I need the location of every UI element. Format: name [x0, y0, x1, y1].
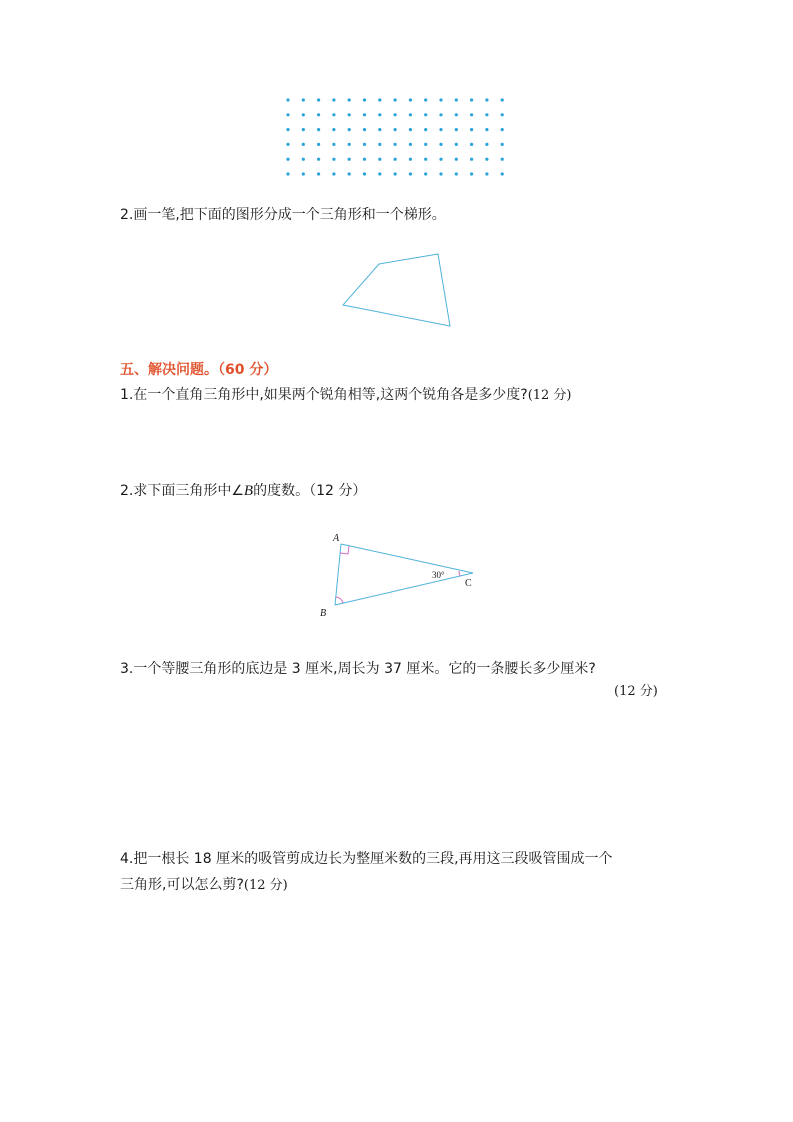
grid-dot	[394, 143, 397, 146]
grid-dot	[439, 128, 442, 131]
problem-3-points: (12 分)	[614, 684, 658, 699]
grid-dot	[378, 98, 381, 101]
label-c: C	[465, 578, 472, 589]
problem-2-text-after: 的度数。（12 分）	[253, 483, 367, 499]
grid-dot	[501, 143, 504, 146]
grid-dot	[363, 158, 366, 161]
problem-4-line-2-text: 三角形,可以怎么剪?	[120, 877, 244, 893]
grid-dot	[394, 158, 397, 161]
label-a: A	[333, 533, 340, 544]
grid-dot	[378, 158, 381, 161]
grid-dot	[363, 128, 366, 131]
grid-dot	[286, 172, 289, 175]
grid-dot	[439, 158, 442, 161]
grid-dot	[485, 113, 488, 116]
grid-dot	[470, 143, 473, 146]
grid-dot	[439, 113, 442, 116]
grid-dot	[485, 143, 488, 146]
grid-dot	[286, 128, 289, 131]
grid-dot	[286, 113, 289, 116]
draw-question-text: 2.画一笔,把下面的图形分成一个三角形和一个梯形。	[120, 207, 446, 223]
problem-1	[120, 385, 572, 406]
grid-dot	[424, 158, 427, 161]
problem-4-points: (12 分)	[243, 878, 288, 893]
grid-dot	[363, 113, 366, 116]
grid-dot	[302, 113, 305, 116]
side-bc	[335, 573, 473, 605]
grid-dot	[286, 158, 289, 161]
grid-dot	[439, 172, 442, 175]
grid-dot	[363, 143, 366, 146]
grid-dot	[332, 113, 335, 116]
problem-3-text: 3.一个等腰三角形的底边是 3 厘米,周长为 37 厘米。它的一条腰长多少厘米?	[120, 661, 596, 677]
grid-dot	[409, 113, 412, 116]
quadrilateral-figure	[335, 245, 465, 335]
grid-dot	[332, 98, 335, 101]
problem-2-text-before: 2.求下面三角形中∠	[120, 483, 244, 499]
problem-1-points: (12 分)	[527, 388, 572, 403]
grid-dot	[394, 128, 397, 131]
problem-4-line-1: 4.把一根长 18 厘米的吸管剪成边长为整厘米数的三段,再用这三段吸管围成一个	[120, 851, 613, 867]
grid-dot	[332, 128, 335, 131]
grid-dot	[348, 143, 351, 146]
grid-dot	[363, 172, 366, 175]
grid-dot	[317, 158, 320, 161]
grid-dot	[409, 158, 412, 161]
grid-dot	[332, 143, 335, 146]
grid-dot	[348, 98, 351, 101]
grid-dot	[470, 128, 473, 131]
grid-dot	[439, 143, 442, 146]
grid-dot	[455, 98, 458, 101]
grid-dot	[317, 143, 320, 146]
angle-c-arc	[459, 571, 460, 576]
grid-dot	[332, 158, 335, 161]
grid-dot	[394, 113, 397, 116]
grid-dot	[501, 113, 504, 116]
grid-dot	[409, 172, 412, 175]
grid-dot	[348, 128, 351, 131]
grid-dot	[302, 172, 305, 175]
problem-2	[120, 481, 366, 501]
grid-dot	[501, 98, 504, 101]
grid-dot	[424, 172, 427, 175]
grid-dot	[485, 172, 488, 175]
grid-dot	[286, 98, 289, 101]
grid-dot	[485, 158, 488, 161]
grid-dot	[332, 172, 335, 175]
grid-dot	[317, 172, 320, 175]
grid-dot	[501, 158, 504, 161]
grid-dot	[424, 143, 427, 146]
grid-dot	[302, 98, 305, 101]
grid-dot	[378, 128, 381, 131]
grid-dot	[455, 113, 458, 116]
grid-dot	[485, 98, 488, 101]
grid-dot	[394, 172, 397, 175]
grid-dot	[455, 158, 458, 161]
grid-dot	[317, 113, 320, 116]
grid-dot	[424, 128, 427, 131]
right-angle-mark	[340, 546, 349, 554]
grid-dot	[470, 113, 473, 116]
grid-dot	[501, 128, 504, 131]
grid-dot	[317, 128, 320, 131]
grid-dot	[470, 158, 473, 161]
grid-dot	[455, 143, 458, 146]
grid-dot	[363, 98, 366, 101]
dot-grid	[280, 93, 515, 183]
angle-c-label: 30°	[432, 570, 445, 580]
grid-dot	[378, 143, 381, 146]
label-b: B	[320, 608, 327, 619]
problem-4-line-2	[120, 875, 288, 896]
grid-dot	[409, 98, 412, 101]
grid-dot	[455, 172, 458, 175]
triangle-figure	[315, 528, 485, 623]
grid-dot	[394, 98, 397, 101]
grid-dot	[286, 143, 289, 146]
problem-1-text: 1.在一个直角三角形中,如果两个锐角相等,这两个锐角各是多少度?	[120, 387, 528, 403]
grid-dot	[485, 128, 488, 131]
grid-dot	[409, 143, 412, 146]
grid-dot	[501, 172, 504, 175]
grid-dot	[348, 158, 351, 161]
section-title: 五、解决问题。（60 分）	[120, 362, 278, 378]
quadrilateral-shape	[343, 254, 450, 326]
grid-dot	[348, 113, 351, 116]
grid-dot	[470, 172, 473, 175]
grid-dot	[302, 143, 305, 146]
grid-dot	[470, 98, 473, 101]
side-ac	[341, 544, 473, 573]
grid-dot	[378, 172, 381, 175]
grid-dot	[302, 128, 305, 131]
problem-2-variable: B	[243, 483, 254, 499]
grid-dot	[302, 158, 305, 161]
grid-dot	[439, 98, 442, 101]
grid-dot	[455, 128, 458, 131]
angle-b-arc	[336, 597, 343, 603]
grid-dot	[348, 172, 351, 175]
grid-dot	[409, 128, 412, 131]
grid-dot	[317, 98, 320, 101]
grid-dot	[378, 113, 381, 116]
grid-dot	[424, 98, 427, 101]
grid-dot	[424, 113, 427, 116]
